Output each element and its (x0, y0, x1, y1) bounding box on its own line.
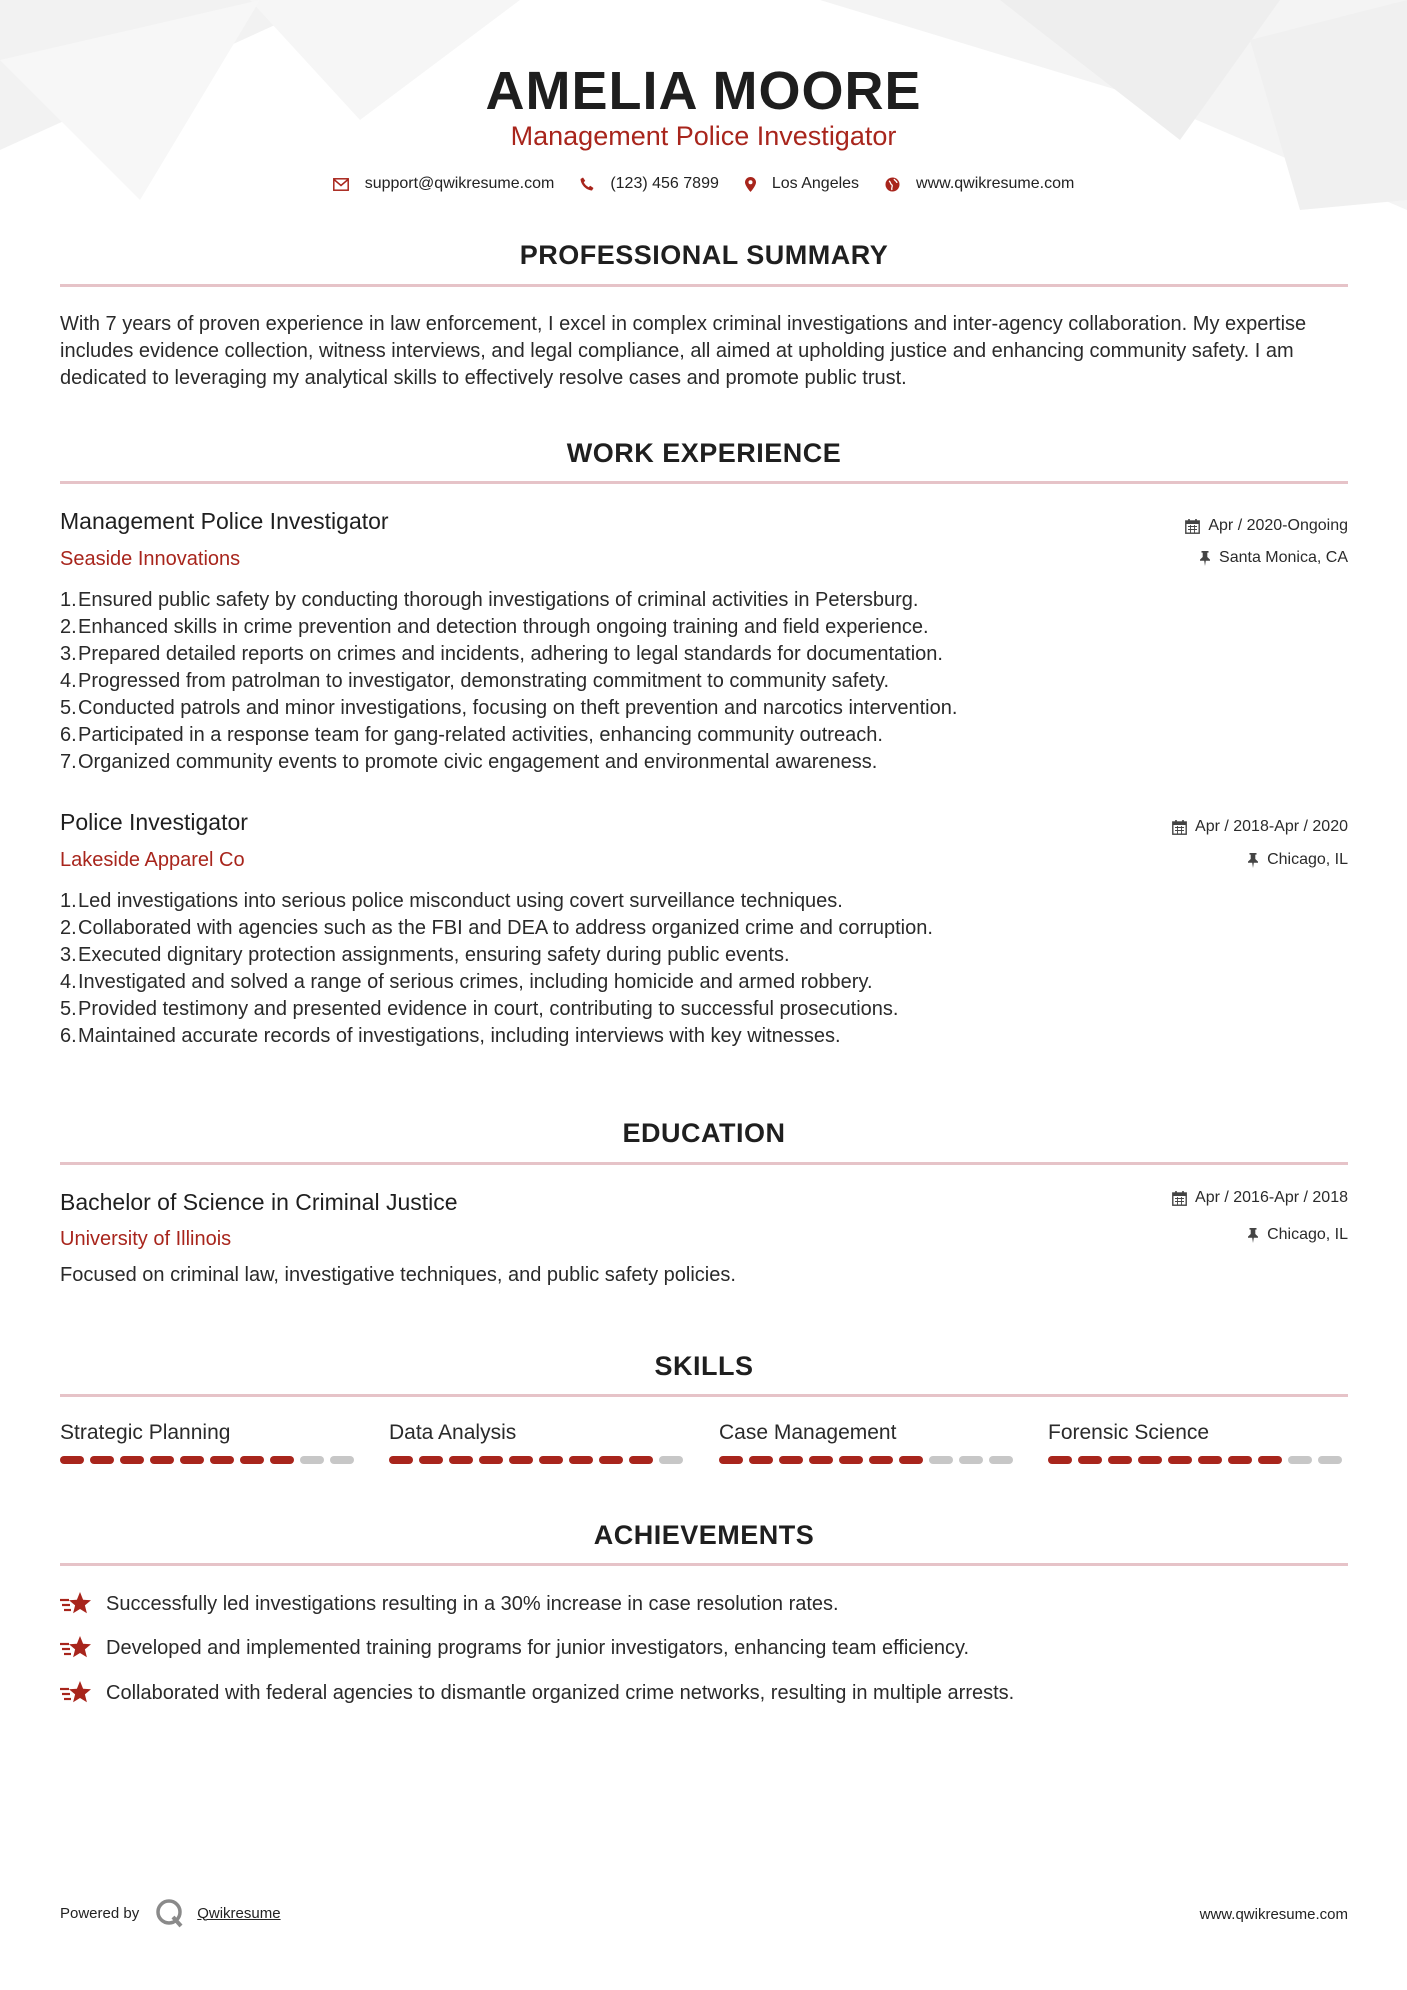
pushpin-icon (1199, 551, 1211, 566)
education-school: University of Illinois (60, 1228, 232, 1250)
achievement-text: Developed and implemented training programs for junior investigators, enhancing team efficiency. (106, 1637, 970, 1659)
list-item: 4. Investigated and solved a range of serious crimes, including homicide and armed robbery. (60, 971, 873, 993)
contact-bar (0, 172, 1407, 196)
education-heading: EDUCATION (622, 1118, 786, 1148)
skills-heading: SKILLS (654, 1351, 754, 1381)
contact-phone[interactable] (580, 175, 719, 193)
job-2-dates (1172, 816, 1348, 838)
powered-by-label: Powered by (60, 1904, 140, 1922)
skill-segment-filled (509, 1456, 533, 1464)
skills-divider (60, 1394, 1348, 1397)
skill-segment-empty (330, 1456, 354, 1464)
achievements-heading: ACHIEVEMENTS (593, 1520, 815, 1550)
skill-segment-empty (659, 1456, 683, 1464)
skill-level-bar (389, 1456, 689, 1464)
calendar-icon (1185, 519, 1200, 534)
list-item: 3. Executed dignitary protection assignments, ensuring safety during public events. (60, 944, 790, 966)
achievements-divider (60, 1563, 1348, 1566)
skill-segment-filled (150, 1456, 174, 1464)
job-2-bullets (60, 888, 1260, 1050)
list-item: 7. Organized community events to promote civic engagement and environmental awareness. (60, 751, 878, 773)
skill-segment-filled (719, 1456, 743, 1464)
skill-segment-filled (449, 1456, 473, 1464)
achievement-item (60, 1634, 969, 1662)
skill-case-management (719, 1418, 1019, 1464)
qwikresume-logo-icon (155, 1898, 185, 1928)
skill-segment-filled (899, 1456, 923, 1464)
skill-level-bar (1048, 1456, 1348, 1464)
pushpin-icon (1247, 1228, 1259, 1243)
skill-segment-filled (1228, 1456, 1252, 1464)
contact-email-text: support@qwikresume.com (364, 175, 555, 192)
globe-icon (885, 177, 900, 192)
job-1-bullets (60, 587, 1260, 776)
job-1-location-text: Santa Monica, CA (1219, 549, 1348, 566)
education-location (1247, 1224, 1348, 1246)
skill-segment-empty (959, 1456, 983, 1464)
skill-segment-filled (539, 1456, 563, 1464)
skill-label: Case Management (719, 1421, 897, 1444)
skill-data-analysis (389, 1418, 689, 1464)
candidate-name: AMELIA MOORE (485, 61, 922, 121)
skill-segment-filled (1198, 1456, 1222, 1464)
skill-segment-filled (1108, 1456, 1132, 1464)
list-item: 2. Enhanced skills in crime prevention and detection through ongoing training and field experience. (60, 616, 929, 638)
contact-website-text: www.qwikresume.com (916, 175, 1075, 192)
job-1-title: Management Police Investigator (60, 508, 389, 534)
skill-strategic-planning (60, 1418, 360, 1464)
skill-forensic-science (1048, 1418, 1348, 1464)
skill-segment-filled (1168, 1456, 1192, 1464)
skill-segment-filled (419, 1456, 443, 1464)
skill-segment-filled (90, 1456, 114, 1464)
skill-segment-filled (1138, 1456, 1162, 1464)
achievement-text: Collaborated with federal agencies to dismantle organized crime networks, resulting in multiple arrests. (106, 1682, 1015, 1704)
skill-segment-filled (60, 1456, 84, 1464)
qwikresume-link[interactable]: Qwikresume (197, 1904, 281, 1922)
skill-label: Forensic Science (1048, 1421, 1210, 1444)
list-item: 6. Maintained accurate records of investigations, including interviews with key witnesses. (60, 1025, 841, 1047)
education-degree: Bachelor of Science in Criminal Justice (60, 1189, 458, 1215)
skill-segment-filled (479, 1456, 503, 1464)
skill-segment-empty (929, 1456, 953, 1464)
skill-segment-empty (989, 1456, 1013, 1464)
skill-segment-empty (1318, 1456, 1342, 1464)
envelope-icon (333, 178, 349, 191)
education-divider (60, 1162, 1348, 1165)
list-item: 5. Provided testimony and presented evidence in court, contributing to successful prosecutions. (60, 998, 899, 1020)
contact-location-text: Los Angeles (771, 175, 860, 192)
list-item: 2. Collaborated with agencies such as the FBI and DEA to address organized crime and corruption. (60, 917, 933, 939)
job-2-dates-text: Apr / 2018-Apr / 2020 (1195, 818, 1348, 835)
job-2-company: Lakeside Apparel Co (60, 849, 245, 871)
achievement-item (60, 1590, 839, 1618)
job-2-location-text: Chicago, IL (1267, 851, 1348, 868)
skill-segment-empty (300, 1456, 324, 1464)
summary-heading: PROFESSIONAL SUMMARY (519, 240, 889, 270)
list-item: 4. Progressed from patrolman to investigator, demonstrating commitment to community safety. (60, 670, 890, 692)
summary-text: With 7 years of proven experience in law enforcement, I excel in complex criminal investigations and inter-agency collaboration. My expertise includes evidence collection, witness interviews, and legal compliance, all aimed at upholding justice and enhancing community safety. I am dedicated to leveraging my analytical skills to effectively resolve cases and promote public trust. (60, 313, 1307, 389)
skill-label: Data Analysis (389, 1421, 517, 1444)
contact-location (745, 175, 859, 193)
job-1-dates (1185, 515, 1348, 537)
phone-icon (580, 177, 594, 191)
list-item: 1. Led investigations into serious police misconduct using covert surveillance techniques. (60, 890, 843, 912)
calendar-icon (1172, 820, 1187, 835)
education-description: Focused on criminal law, investigative techniques, and public safety policies. (60, 1264, 736, 1286)
skill-level-bar (60, 1456, 360, 1464)
skill-segment-filled (869, 1456, 893, 1464)
contact-email[interactable] (333, 175, 555, 193)
skill-segment-filled (240, 1456, 264, 1464)
contact-phone-text: (123) 456 7899 (610, 175, 719, 192)
skill-segment-filled (180, 1456, 204, 1464)
skill-segment-filled (270, 1456, 294, 1464)
skill-segment-filled (1078, 1456, 1102, 1464)
footer-website[interactable]: www.qwikresume.com (1199, 1906, 1348, 1923)
list-item: 3. Prepared detailed reports on crimes and incidents, adhering to legal standards for documentation. (60, 643, 943, 665)
achievement-text: Successfully led investigations resulting in a 30% increase in case resolution rates. (106, 1593, 839, 1615)
education-dates-text: Apr / 2016-Apr / 2018 (1195, 1189, 1348, 1206)
skill-segment-filled (779, 1456, 803, 1464)
education-location-text: Chicago, IL (1267, 1226, 1348, 1243)
map-pin-icon (745, 177, 756, 192)
job-1-dates-text: Apr / 2020-Ongoing (1208, 517, 1348, 534)
summary-divider (60, 284, 1348, 287)
job-1-company: Seaside Innovations (60, 548, 241, 570)
skill-label: Strategic Planning (60, 1421, 231, 1444)
experience-heading: WORK EXPERIENCE (566, 438, 842, 468)
list-item: 6. Participated in a response team for gang-related activities, enhancing community outreach. (60, 724, 883, 746)
skill-segment-filled (749, 1456, 773, 1464)
job-1-location (1199, 547, 1348, 569)
experience-divider (60, 481, 1348, 484)
skill-segment-filled (629, 1456, 653, 1464)
skill-segment-filled (120, 1456, 144, 1464)
star-icon (60, 1591, 92, 1617)
star-icon (60, 1635, 92, 1661)
skill-segment-empty (1288, 1456, 1312, 1464)
skill-segment-filled (599, 1456, 623, 1464)
list-item: 1. Ensured public safety by conducting thorough investigations of criminal activities in Petersburg. (60, 589, 919, 611)
skill-segment-filled (389, 1456, 413, 1464)
skill-segment-filled (809, 1456, 833, 1464)
skill-segment-filled (210, 1456, 234, 1464)
star-icon (60, 1680, 92, 1706)
skill-level-bar (719, 1456, 1019, 1464)
candidate-title: Management Police Investigator (510, 121, 897, 151)
footer-powered-by (60, 1898, 281, 1928)
skill-segment-filled (569, 1456, 593, 1464)
skill-segment-filled (839, 1456, 863, 1464)
skill-segment-filled (1048, 1456, 1072, 1464)
job-2-location (1247, 849, 1348, 871)
skill-segment-filled (1258, 1456, 1282, 1464)
contact-website[interactable] (885, 175, 1074, 193)
achievement-item (60, 1679, 1014, 1707)
pushpin-icon (1247, 853, 1259, 868)
job-2-title: Police Investigator (60, 809, 248, 835)
calendar-icon (1172, 1191, 1187, 1206)
education-dates (1172, 1187, 1348, 1209)
list-item: 5. Conducted patrols and minor investigations, focusing on theft prevention and narcotics intervention. (60, 697, 958, 719)
